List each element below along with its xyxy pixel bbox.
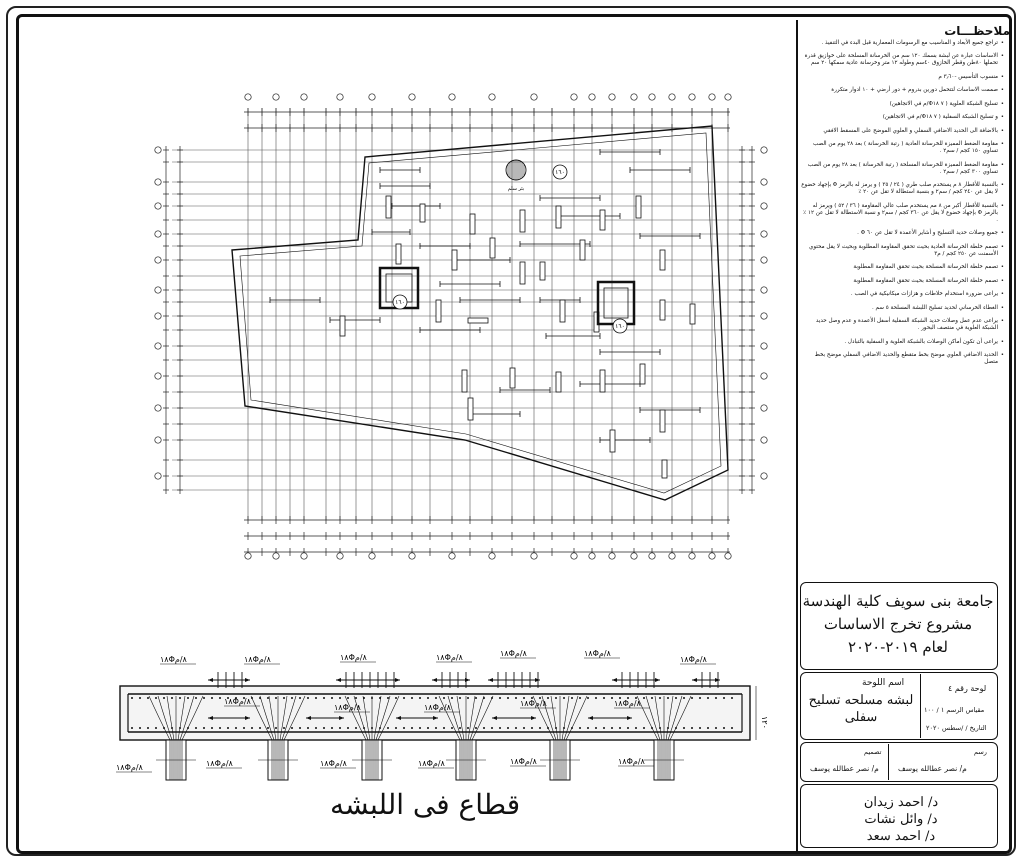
- column: [396, 244, 401, 264]
- grid-bubble: [669, 553, 675, 559]
- grid-bubble: [489, 94, 495, 100]
- grid-bubble: [301, 94, 307, 100]
- raft-outline-inner: [240, 133, 721, 493]
- column: [490, 238, 495, 258]
- note-item: • بالنسبة للأقطار ٨ م يستخدم صلب طري ( ٢٤ / ٣٥ ) و يرمز له بالرمز Φ بإجهاد خضوع لا يقل عن ٢٤٠ كجم / سم٢ و بنسبة استطالة لا تقل عن ٢٠ ٪: [800, 182, 1004, 196]
- column: [470, 214, 475, 234]
- rebar-dot: [659, 697, 661, 699]
- rebar-dot: [483, 727, 485, 729]
- rebar-dot: [667, 697, 669, 699]
- rebar-dot: [131, 697, 133, 699]
- rebar-dot: [595, 697, 597, 699]
- rebar-dot: [139, 727, 141, 729]
- arrow-head: [655, 678, 660, 682]
- grid-bubble: [489, 553, 495, 559]
- note-item: • تصمم خلطة الخرسانة العادية بحيث تحقق المقاومة المطلوبة وبحيث لا يقل محتوي الأسمنت عن ٢٥٠ كجم / م٣: [800, 244, 1004, 258]
- arrow-head: [612, 678, 617, 682]
- rebar-dot: [451, 697, 453, 699]
- stair-pit-hatch: [508, 160, 524, 180]
- column: [510, 368, 515, 388]
- column: [662, 460, 667, 478]
- grid-bubble: [761, 313, 767, 319]
- column: [690, 304, 695, 324]
- grid-bubble: [155, 373, 161, 379]
- rebar-label: ١٨Φ٨/م: [340, 653, 367, 662]
- rebar-label: ١٨Φ٨/م: [320, 759, 347, 768]
- grid-bubble: [589, 94, 595, 100]
- grid-bubble: [155, 437, 161, 443]
- rebar-dot: [171, 697, 173, 699]
- note-item: • مقاومة الضغط المميزة للخرسانة المسلحة ( رتبة الخرسانة ) بعد ٢٨ يوم من الصب تساوي ٣٠٠ كجم / سم٢ .: [800, 162, 1004, 176]
- note-item: • مقاومة الضغط المميزة للخرسانة العادية ( رتبة الخرسانة ) بعد ٢٨ يوم من الصب تساوي ١٥٠ كجم / سم٢ .: [800, 141, 1004, 155]
- rebar-dot: [475, 697, 477, 699]
- column: [452, 250, 457, 270]
- rebar-dot: [651, 697, 653, 699]
- rebar-dot: [459, 727, 461, 729]
- grid-axis-bubbles: [155, 94, 767, 559]
- grid-bubble: [245, 553, 251, 559]
- grid-bubble: [761, 437, 767, 443]
- column: [420, 204, 425, 222]
- grid-bubble: [301, 553, 307, 559]
- note-item: • بالاضافة الى الحديد الاضافي السفلي و العلوي الموضح على المسقط الافقي: [800, 128, 1004, 135]
- additional-reinforcement-bars: [270, 149, 700, 443]
- note-item: • يراعى عدم عمل وصلات حديد الشبكة السفلية أسفل الأعمدة و عدم وصل حديد الشبكة العلوية في منتصف البحور .: [800, 318, 1004, 332]
- column: [468, 398, 473, 420]
- grid-bubble: [725, 94, 731, 100]
- grid-bubble: [761, 343, 767, 349]
- rebar-dot: [299, 727, 301, 729]
- grid-bubble: [245, 94, 251, 100]
- grid-bubble: [609, 94, 615, 100]
- pile-cap-marker: [613, 319, 627, 333]
- rebar-dot: [163, 697, 165, 699]
- arrow-head: [432, 678, 437, 682]
- rebar-dot: [643, 727, 645, 729]
- grid-bubble: [649, 553, 655, 559]
- rebar-dot: [291, 727, 293, 729]
- rebar-dot: [331, 697, 333, 699]
- grid-bubble: [571, 553, 577, 559]
- rebar-label: ١٨Φ٨/م: [224, 697, 251, 706]
- column: [520, 210, 525, 232]
- sheet-number: لوحة رقم ٤: [948, 684, 987, 693]
- column: [386, 196, 391, 218]
- rebar-dot: [699, 697, 701, 699]
- rebar-label: ١٨Φ٨/م: [334, 703, 361, 712]
- grid-bubble: [761, 257, 767, 263]
- arrow-head: [692, 678, 697, 682]
- core-wall-2-inner: [604, 288, 628, 318]
- note-item: • الاساسات عبارة عن لبشة بسمك ١٢٠ سم من الخرسانة المسلحة على خوازيق قدرة تحملها ٨٠طن وقطر الخازوق ٤٠سم وطوله ١٢ متر وخرسانة عادية سمكها ٢٠ سم: [800, 53, 1004, 67]
- design-label: تصميم: [864, 748, 882, 756]
- rebar-label: ١٨Φ٨/م: [436, 653, 463, 662]
- stair-pit-label: بئر سلم: [507, 186, 525, 192]
- section-depth-label: ١٢٠: [760, 716, 769, 729]
- arrow-head: [715, 678, 720, 682]
- rebar-dot: [587, 697, 589, 699]
- rebar-dot: [331, 727, 333, 729]
- rebar-dot: [211, 697, 213, 699]
- rebar-label: ١٨Φ٨/م: [584, 649, 611, 658]
- rebar-dot: [427, 727, 429, 729]
- grid-bubble: [155, 473, 161, 479]
- grid-bubble: [725, 553, 731, 559]
- rebar-dot: [339, 697, 341, 699]
- plan-dimension-lines: [163, 108, 755, 556]
- grid-bubble: [761, 203, 767, 209]
- rebar-dot: [307, 727, 309, 729]
- grid-bubble: [449, 553, 455, 559]
- rebar-dot: [467, 727, 469, 729]
- rebar-dot: [147, 697, 149, 699]
- rebar-dot: [283, 697, 285, 699]
- grid-bubble: [709, 94, 715, 100]
- grid-bubble: [689, 553, 695, 559]
- arrow-head: [395, 678, 400, 682]
- rebar-dot: [347, 697, 349, 699]
- column: [610, 430, 615, 452]
- drawn-by: م/ نصر عطالله يوسف: [898, 764, 967, 773]
- grid-bubble: [273, 553, 279, 559]
- project-name: مشروع تخرج الاساسات: [823, 615, 973, 633]
- rebar-dot: [707, 697, 709, 699]
- supervisor-1: د/ احمد زيدان: [863, 795, 939, 810]
- rebar-dot: [579, 727, 581, 729]
- column: [340, 316, 345, 336]
- note-item: • و تسليح الشبكة السفلية ( ٧ Φ١٨/م في الاتجاهين): [800, 114, 1004, 121]
- rebar-dot: [267, 727, 269, 729]
- rebar-dot: [619, 727, 621, 729]
- note-item: • الغطاء الخرساني لحديد تسليح اللبشة المسلحة ٥ سم .: [800, 305, 1004, 312]
- grid-bubble: [155, 147, 161, 153]
- column: [520, 262, 525, 284]
- rebar-dot: [283, 727, 285, 729]
- rebar-dot: [227, 727, 229, 729]
- rebar-dot: [211, 727, 213, 729]
- sheet-scale: مقياس الرسم ١ / ١٠٠: [924, 706, 985, 714]
- note-item: • صممت الاساسات لتتحمل دورين بدروم + دور أرضي + ١٠ ادوار متكررة: [800, 87, 1004, 94]
- grid-bubble: [761, 473, 767, 479]
- rebar-dot: [131, 727, 133, 729]
- arrow-head: [488, 678, 493, 682]
- rebar-dot: [675, 697, 677, 699]
- rebar-dot: [251, 727, 253, 729]
- grid-bubble: [631, 553, 637, 559]
- rebar-label: ١٨Φ٨/م: [418, 759, 445, 768]
- rebar-dot: [691, 727, 693, 729]
- arrow-head: [535, 678, 540, 682]
- grid-bubble: [337, 553, 343, 559]
- rebar-dot: [179, 697, 181, 699]
- rebar-dot: [219, 697, 221, 699]
- rebar-dot: [579, 697, 581, 699]
- rebar-label: ١٨Φ٨/م: [424, 703, 451, 712]
- column: [600, 370, 605, 392]
- rebar-dot: [323, 697, 325, 699]
- rebar-dot: [627, 727, 629, 729]
- rebar-dot: [683, 697, 685, 699]
- rebar-dot: [355, 727, 357, 729]
- sheet-title: لبشه مسلحه تسليح سفلى: [808, 693, 914, 725]
- rebar-dot: [467, 697, 469, 699]
- rebar-dot: [275, 697, 277, 699]
- rebar-dot: [731, 697, 733, 699]
- sheet-title-label: اسم اللوحة: [862, 678, 905, 688]
- column: [560, 300, 565, 322]
- rebar-dot: [355, 697, 357, 699]
- supervisor-2: د/ وائل نشات: [864, 812, 938, 827]
- rebar-dot: [275, 727, 277, 729]
- rebar-dot: [147, 727, 149, 729]
- raft-section: [116, 649, 769, 780]
- grid-bubble: [337, 94, 343, 100]
- column: [556, 206, 561, 228]
- rebar-dot: [243, 727, 245, 729]
- grid-bubble: [761, 287, 767, 293]
- note-item: • الحديد الاضافي العلوي موضح بخط متقطع والحديد الاضافي السفلي موضح بخط متصل: [800, 352, 1004, 366]
- rebar-dot: [267, 697, 269, 699]
- rebar-label: ١٨Φ٨/م: [160, 655, 187, 664]
- rebar-label: ١٨Φ٨/م: [500, 649, 527, 658]
- grid-bubble: [369, 553, 375, 559]
- rebar-dot: [219, 727, 221, 729]
- column: [660, 250, 665, 270]
- rebar-dot: [307, 697, 309, 699]
- rebar-dot: [571, 697, 573, 699]
- pile-cap-label: ١٦٠: [615, 323, 625, 330]
- note-item: • يراعى ضرورة استخدام خلاطات و هزازات ميكانيكية في الصب .: [800, 291, 1004, 298]
- notes-title: ملاحظـــات: [944, 24, 1010, 38]
- grid-bubble: [669, 94, 675, 100]
- grid-bubble: [155, 231, 161, 237]
- grid-bubble: [531, 94, 537, 100]
- rebar-label: ١٨Φ٨/م: [680, 655, 707, 664]
- rebar-dot: [563, 697, 565, 699]
- grid-bubble: [709, 553, 715, 559]
- rebar-dot: [491, 727, 493, 729]
- grid-bubble: [155, 313, 161, 319]
- rebar-dot: [435, 697, 437, 699]
- rebar-dot: [419, 727, 421, 729]
- rebar-dot: [315, 727, 317, 729]
- rebar-dot: [715, 697, 717, 699]
- rebar-dot: [515, 727, 517, 729]
- arrow-head: [208, 678, 213, 682]
- rebar-dot: [731, 727, 733, 729]
- rebar-dot: [683, 727, 685, 729]
- rebar-label: ١٨Φ٨/م: [520, 699, 547, 708]
- columns: [340, 196, 695, 478]
- university-name: جامعة بنى سويف كلية الهندسة: [802, 592, 994, 610]
- rebar-dot: [603, 697, 605, 699]
- column: [660, 300, 665, 320]
- design-by: م/ نصر عطالله يوسف: [810, 764, 879, 773]
- rebar-dot: [531, 727, 533, 729]
- column: [636, 196, 641, 218]
- arrow-head: [245, 678, 250, 682]
- rebar-dot: [411, 727, 413, 729]
- rebar-dot: [643, 697, 645, 699]
- rebar-dot: [555, 697, 557, 699]
- rebar-dot: [347, 727, 349, 729]
- column: [556, 372, 561, 392]
- note-item: • منسوب التأسيس -٣٫٦٠ م: [800, 74, 1004, 81]
- rebar-dot: [723, 727, 725, 729]
- grid-bubble: [649, 94, 655, 100]
- rebar-dot: [507, 727, 509, 729]
- rebar-dot: [611, 727, 613, 729]
- grid-bubble: [155, 203, 161, 209]
- rebar-dot: [443, 697, 445, 699]
- rebar-dot: [587, 727, 589, 729]
- rebar-dot: [291, 697, 293, 699]
- grid-bubble: [155, 257, 161, 263]
- rebar-dot: [419, 697, 421, 699]
- grid-bubble: [155, 405, 161, 411]
- rebar-dot: [523, 727, 525, 729]
- rebar-dot: [395, 697, 397, 699]
- arrow-head: [336, 678, 341, 682]
- rebar-dot: [715, 727, 717, 729]
- rebar-dot: [259, 727, 261, 729]
- rebar-dot: [195, 697, 197, 699]
- rebar-dot: [323, 727, 325, 729]
- rebar-dot: [595, 727, 597, 729]
- rebar-dot: [235, 727, 237, 729]
- grid-bubble: [273, 94, 279, 100]
- rebar-dot: [539, 727, 541, 729]
- grid-bubble: [409, 553, 415, 559]
- rebar-dot: [443, 727, 445, 729]
- rebar-dot: [403, 727, 405, 729]
- rebar-dot: [339, 727, 341, 729]
- column: [640, 364, 645, 384]
- grid-bubble: [155, 343, 161, 349]
- rebar-dot: [155, 727, 157, 729]
- rebar-dot: [507, 697, 509, 699]
- pile-cap-marker: [553, 165, 567, 179]
- rebar-dot: [451, 727, 453, 729]
- supervisor-3: د/ احمد سعد: [866, 829, 936, 844]
- grid-bubble: [571, 94, 577, 100]
- rebar-dot: [475, 727, 477, 729]
- note-item: • تصمم خلطة الخرسانة المسلحة بحيث تحقق المقاومة المطلوبة: [800, 264, 1004, 271]
- grid-bubble: [761, 147, 767, 153]
- rebar-label: ١٨Φ٨/م: [614, 699, 641, 708]
- rebar-dot: [499, 697, 501, 699]
- grid-bubble: [449, 94, 455, 100]
- column: [580, 240, 585, 260]
- rebar-dot: [515, 697, 517, 699]
- rebar-label: ١٨Φ٨/م: [510, 757, 537, 766]
- rebar-dot: [299, 697, 301, 699]
- rebar-dot: [187, 697, 189, 699]
- rebar-label: ١٨Φ٨/م: [244, 655, 271, 664]
- note-item: • بالنسبة للأقطار أكبر من ٨ مم يستخدم صلب عالي المقاومة ( ٣٦ / ٥٢ ) ويرمز له بالرمز Φ بإجهاد خضوع لا يقل عن ٣٦٠ كجم / سم٢ و نسبة الاستطالة لا تقل عن ١٢ ٪ .: [800, 203, 1004, 224]
- rebar-dot: [635, 727, 637, 729]
- grid-bubble: [761, 405, 767, 411]
- rebar-dot: [723, 697, 725, 699]
- grid-bubble: [155, 287, 161, 293]
- sheet-date: التاريخ / /سطس ٢٠٢٠: [926, 724, 987, 732]
- grid-bubble: [761, 179, 767, 185]
- note-item: • جميع وصلات حديد التسليح و أشاير الأعمدة لا تقل عن ٦٠ Φ .: [800, 230, 1004, 237]
- pile-cap-marker: [393, 295, 407, 309]
- grid-bubble: [409, 94, 415, 100]
- grid-bubble: [689, 94, 695, 100]
- column: [540, 262, 545, 280]
- rebar-dot: [155, 697, 157, 699]
- section-title: قطاع فى اللبشه: [330, 788, 521, 821]
- grid-bubble: [609, 553, 615, 559]
- rebar-dot: [611, 697, 613, 699]
- rebar-dot: [699, 727, 701, 729]
- note-item: • يراعى أن تكون أماكن الوصلات بالشبكة العلوية و السفلية بالتبادل .: [800, 339, 1004, 346]
- grid-bubble: [369, 94, 375, 100]
- grid-bubble: [761, 231, 767, 237]
- rebar-dot: [603, 727, 605, 729]
- rebar-label: ١٨Φ٨/م: [206, 759, 233, 768]
- rebar-dot: [547, 697, 549, 699]
- drawn-label: رسم: [974, 748, 987, 756]
- rebar-label: ١٨Φ٨/م: [116, 763, 143, 772]
- rebar-dot: [691, 697, 693, 699]
- pile-cap-label: ١٦٠: [555, 169, 565, 176]
- rebar-dot: [139, 697, 141, 699]
- note-item: • تصمم خلطة الخرسانة المسلحة بحيث تحقق المقاومة المطلوبة: [800, 278, 1004, 285]
- grid-bubble: [155, 179, 161, 185]
- rebar-dot: [459, 697, 461, 699]
- grid-bubble: [631, 94, 637, 100]
- rebar-dot: [435, 727, 437, 729]
- column: [462, 370, 467, 392]
- column: [436, 300, 441, 322]
- pile-cap-label: ١٦٠: [395, 299, 405, 306]
- grid-bubble: [531, 553, 537, 559]
- rebar-dot: [499, 727, 501, 729]
- rebar-dot: [195, 727, 197, 729]
- project-year: لعام ٢٠١٩-٢٠٢٠: [848, 638, 948, 656]
- rebar-dot: [427, 697, 429, 699]
- rebar-dot: [411, 697, 413, 699]
- rebar-dot: [403, 697, 405, 699]
- rebar-dot: [203, 697, 205, 699]
- column: [660, 410, 665, 432]
- column: [600, 210, 605, 230]
- rebar-label: ١٨Φ٨/م: [618, 757, 645, 766]
- rebar-dot: [395, 727, 397, 729]
- rebar-dot: [203, 727, 205, 729]
- column: [468, 318, 488, 323]
- rebar-dot: [707, 727, 709, 729]
- rebar-dot: [387, 697, 389, 699]
- grid-bubble: [761, 373, 767, 379]
- grid-bubble: [589, 553, 595, 559]
- rebar-dot: [315, 697, 317, 699]
- note-item: • تسليح الشبكة العلوية ( ٧ Φ١٨/م في الاتجاهين): [800, 101, 1004, 108]
- note-item: • تراجع جميع الأبعاد و المناسيب مع الرسومات المعمارية قبل البدء في التنفيذ .: [800, 40, 1004, 47]
- rebar-dot: [387, 727, 389, 729]
